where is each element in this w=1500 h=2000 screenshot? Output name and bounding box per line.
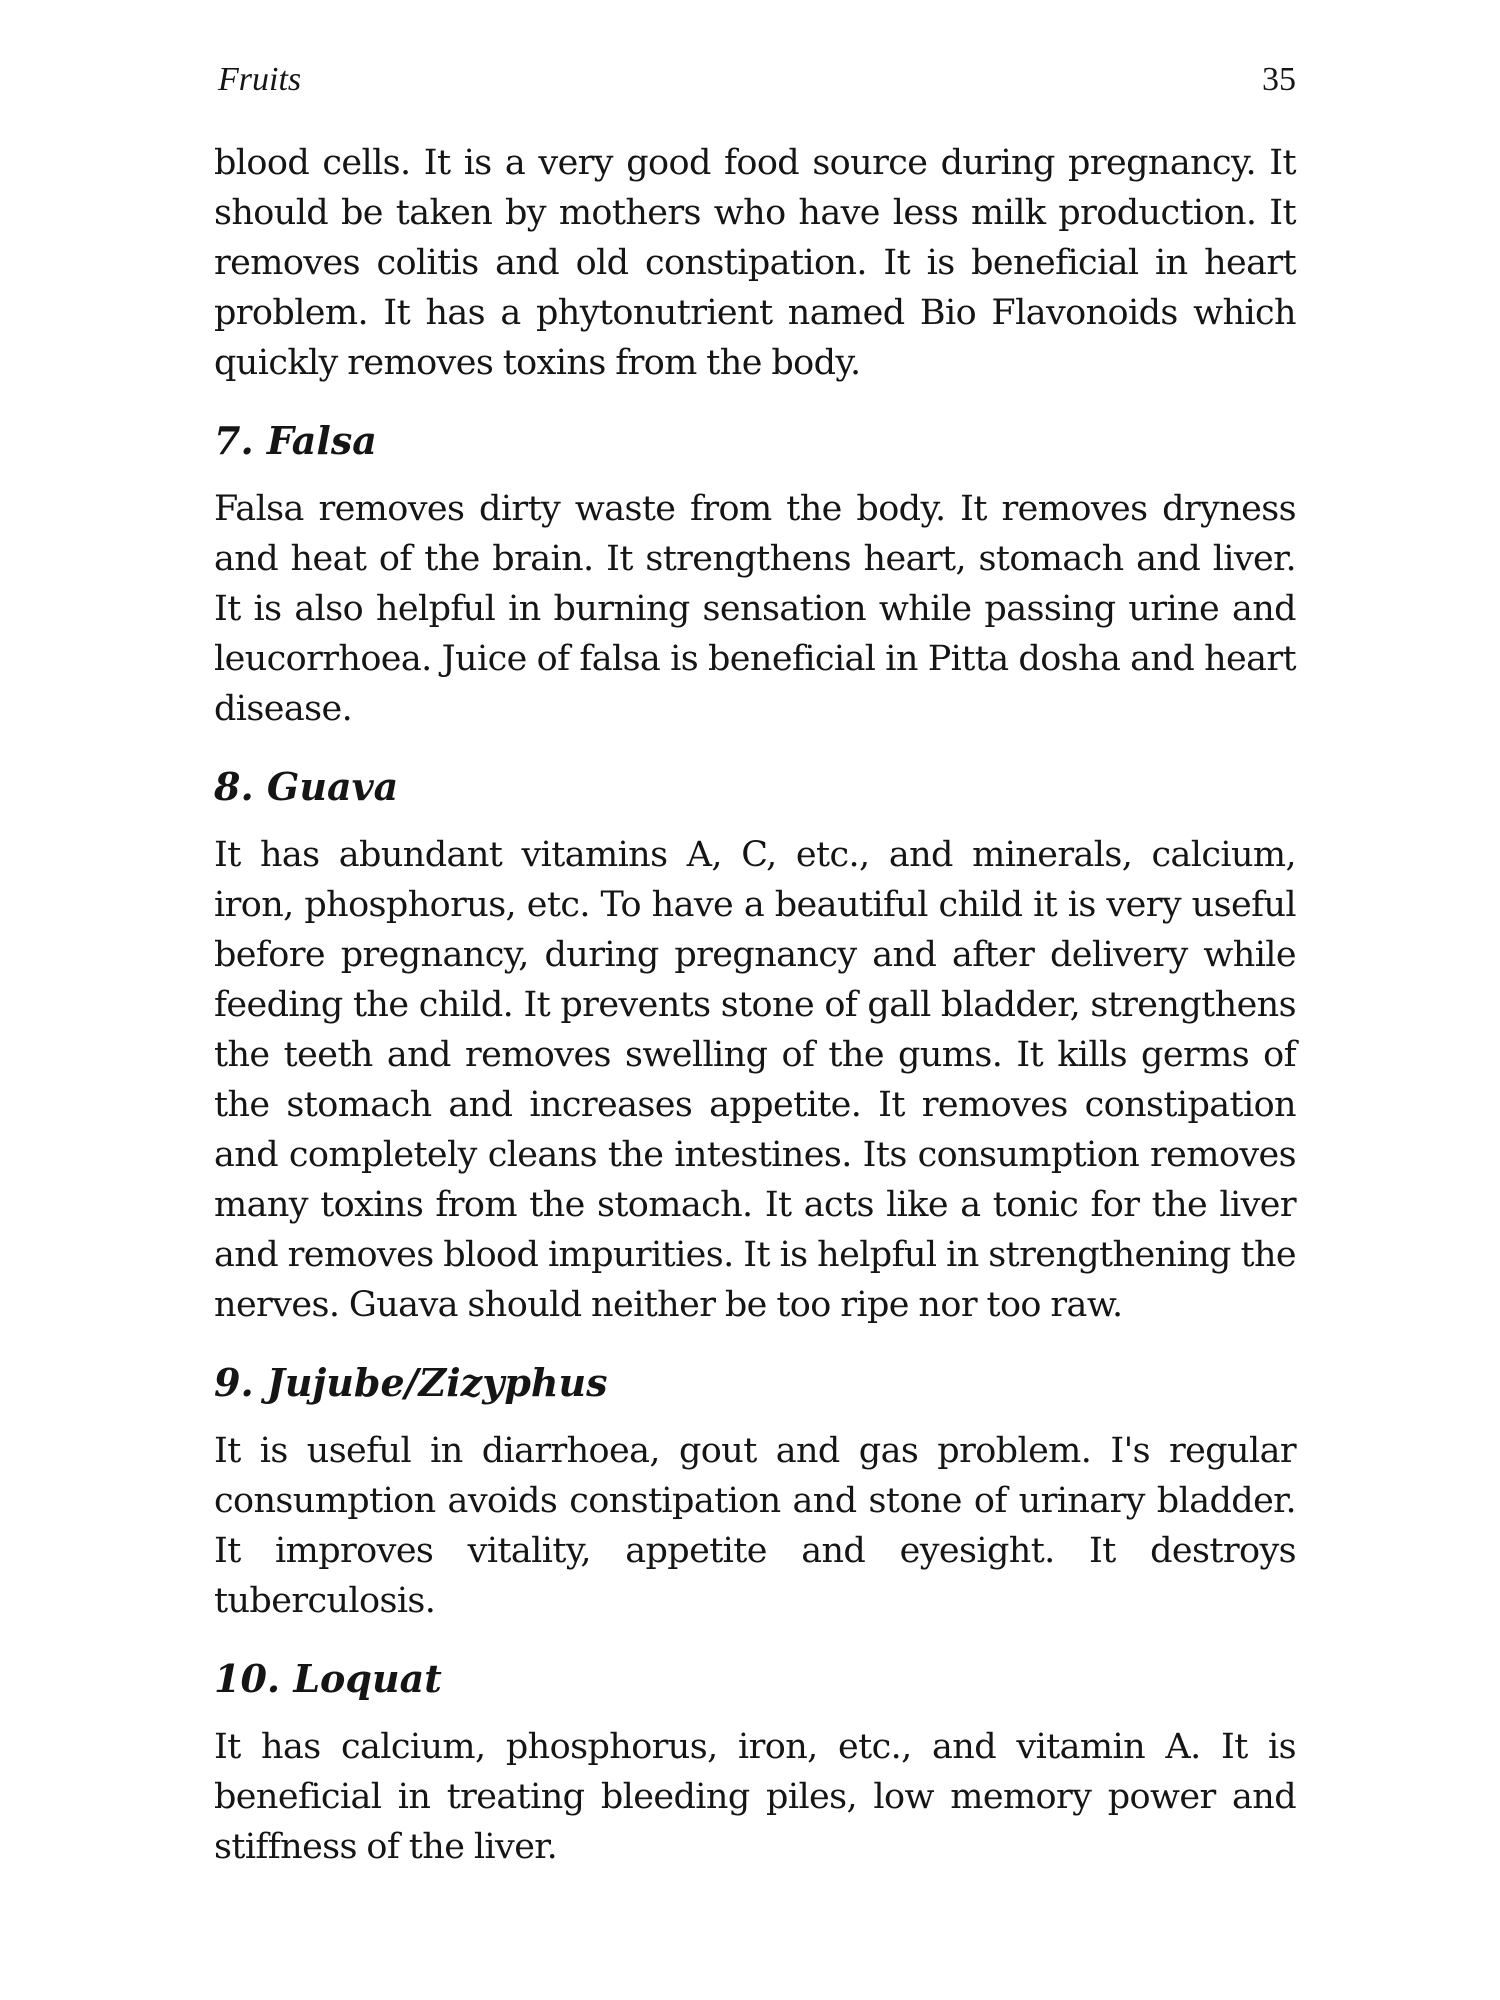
section-heading-falsa: 7. Falsa xyxy=(214,418,377,463)
intro-paragraph: blood cells. It is a very good food source during pregnancy. It should be taken by mothers who have less milk production. It removes colitis and old constipation. It is beneficial in heart problem. It has a phytonutrient named Bio Flavonoids which quickly removes toxins from the body. xyxy=(214,143,1296,383)
section-heading-loquat: 10. Loquat xyxy=(214,1656,442,1701)
section-body-loquat: It has calcium, phosphorus, iron, etc., and vitamin A. It is beneficial in treating bleeding piles, low memory power and stiffness of the liver. xyxy=(214,1727,1296,1867)
running-head xyxy=(214,60,1296,110)
book-page xyxy=(214,0,1296,2000)
section-heading-guava: 8. Guava xyxy=(214,764,399,809)
section-body-guava: It has abundant vitamins A, C, etc., and minerals, calcium, iron, phosphorus, etc. To have a beautiful child it is very useful before pregnancy, during pregnancy and after delivery while feeding the child. It prevents stone of gall bladder, strengthens the teeth and removes swelling of the gums. It kills germs of the stomach and increases appetite. It removes constipation and completely cleans the intestines. Its consumption removes many toxins from the stomach. It acts like a tonic for the liver and removes blood impurities. It is helpful in strengthening the nerves. Guava should neither be too ripe nor too raw. xyxy=(214,835,1296,1325)
page-number: 35 xyxy=(1262,61,1296,98)
body-text xyxy=(214,138,1296,1872)
chapter-title: Fruits xyxy=(218,61,302,98)
section-body-jujube: It is useful in diarrhoea, gout and gas problem. I's regular consumption avoids constipation and stone of urinary bladder. It improves vitality, appetite and eyesight. It destroys tuberculosis. xyxy=(214,1431,1296,1621)
section-heading-jujube: 9. Jujube/Zizyphus xyxy=(214,1360,608,1405)
section-body-falsa: Falsa removes dirty waste from the body. It removes dryness and heat of the brain. It strengthens heart, stomach and liver. It is also helpful in burning sensation while passing urine and leucorrhoea. Juice of falsa is beneficial in Pitta dosha and heart disease. xyxy=(214,489,1296,729)
